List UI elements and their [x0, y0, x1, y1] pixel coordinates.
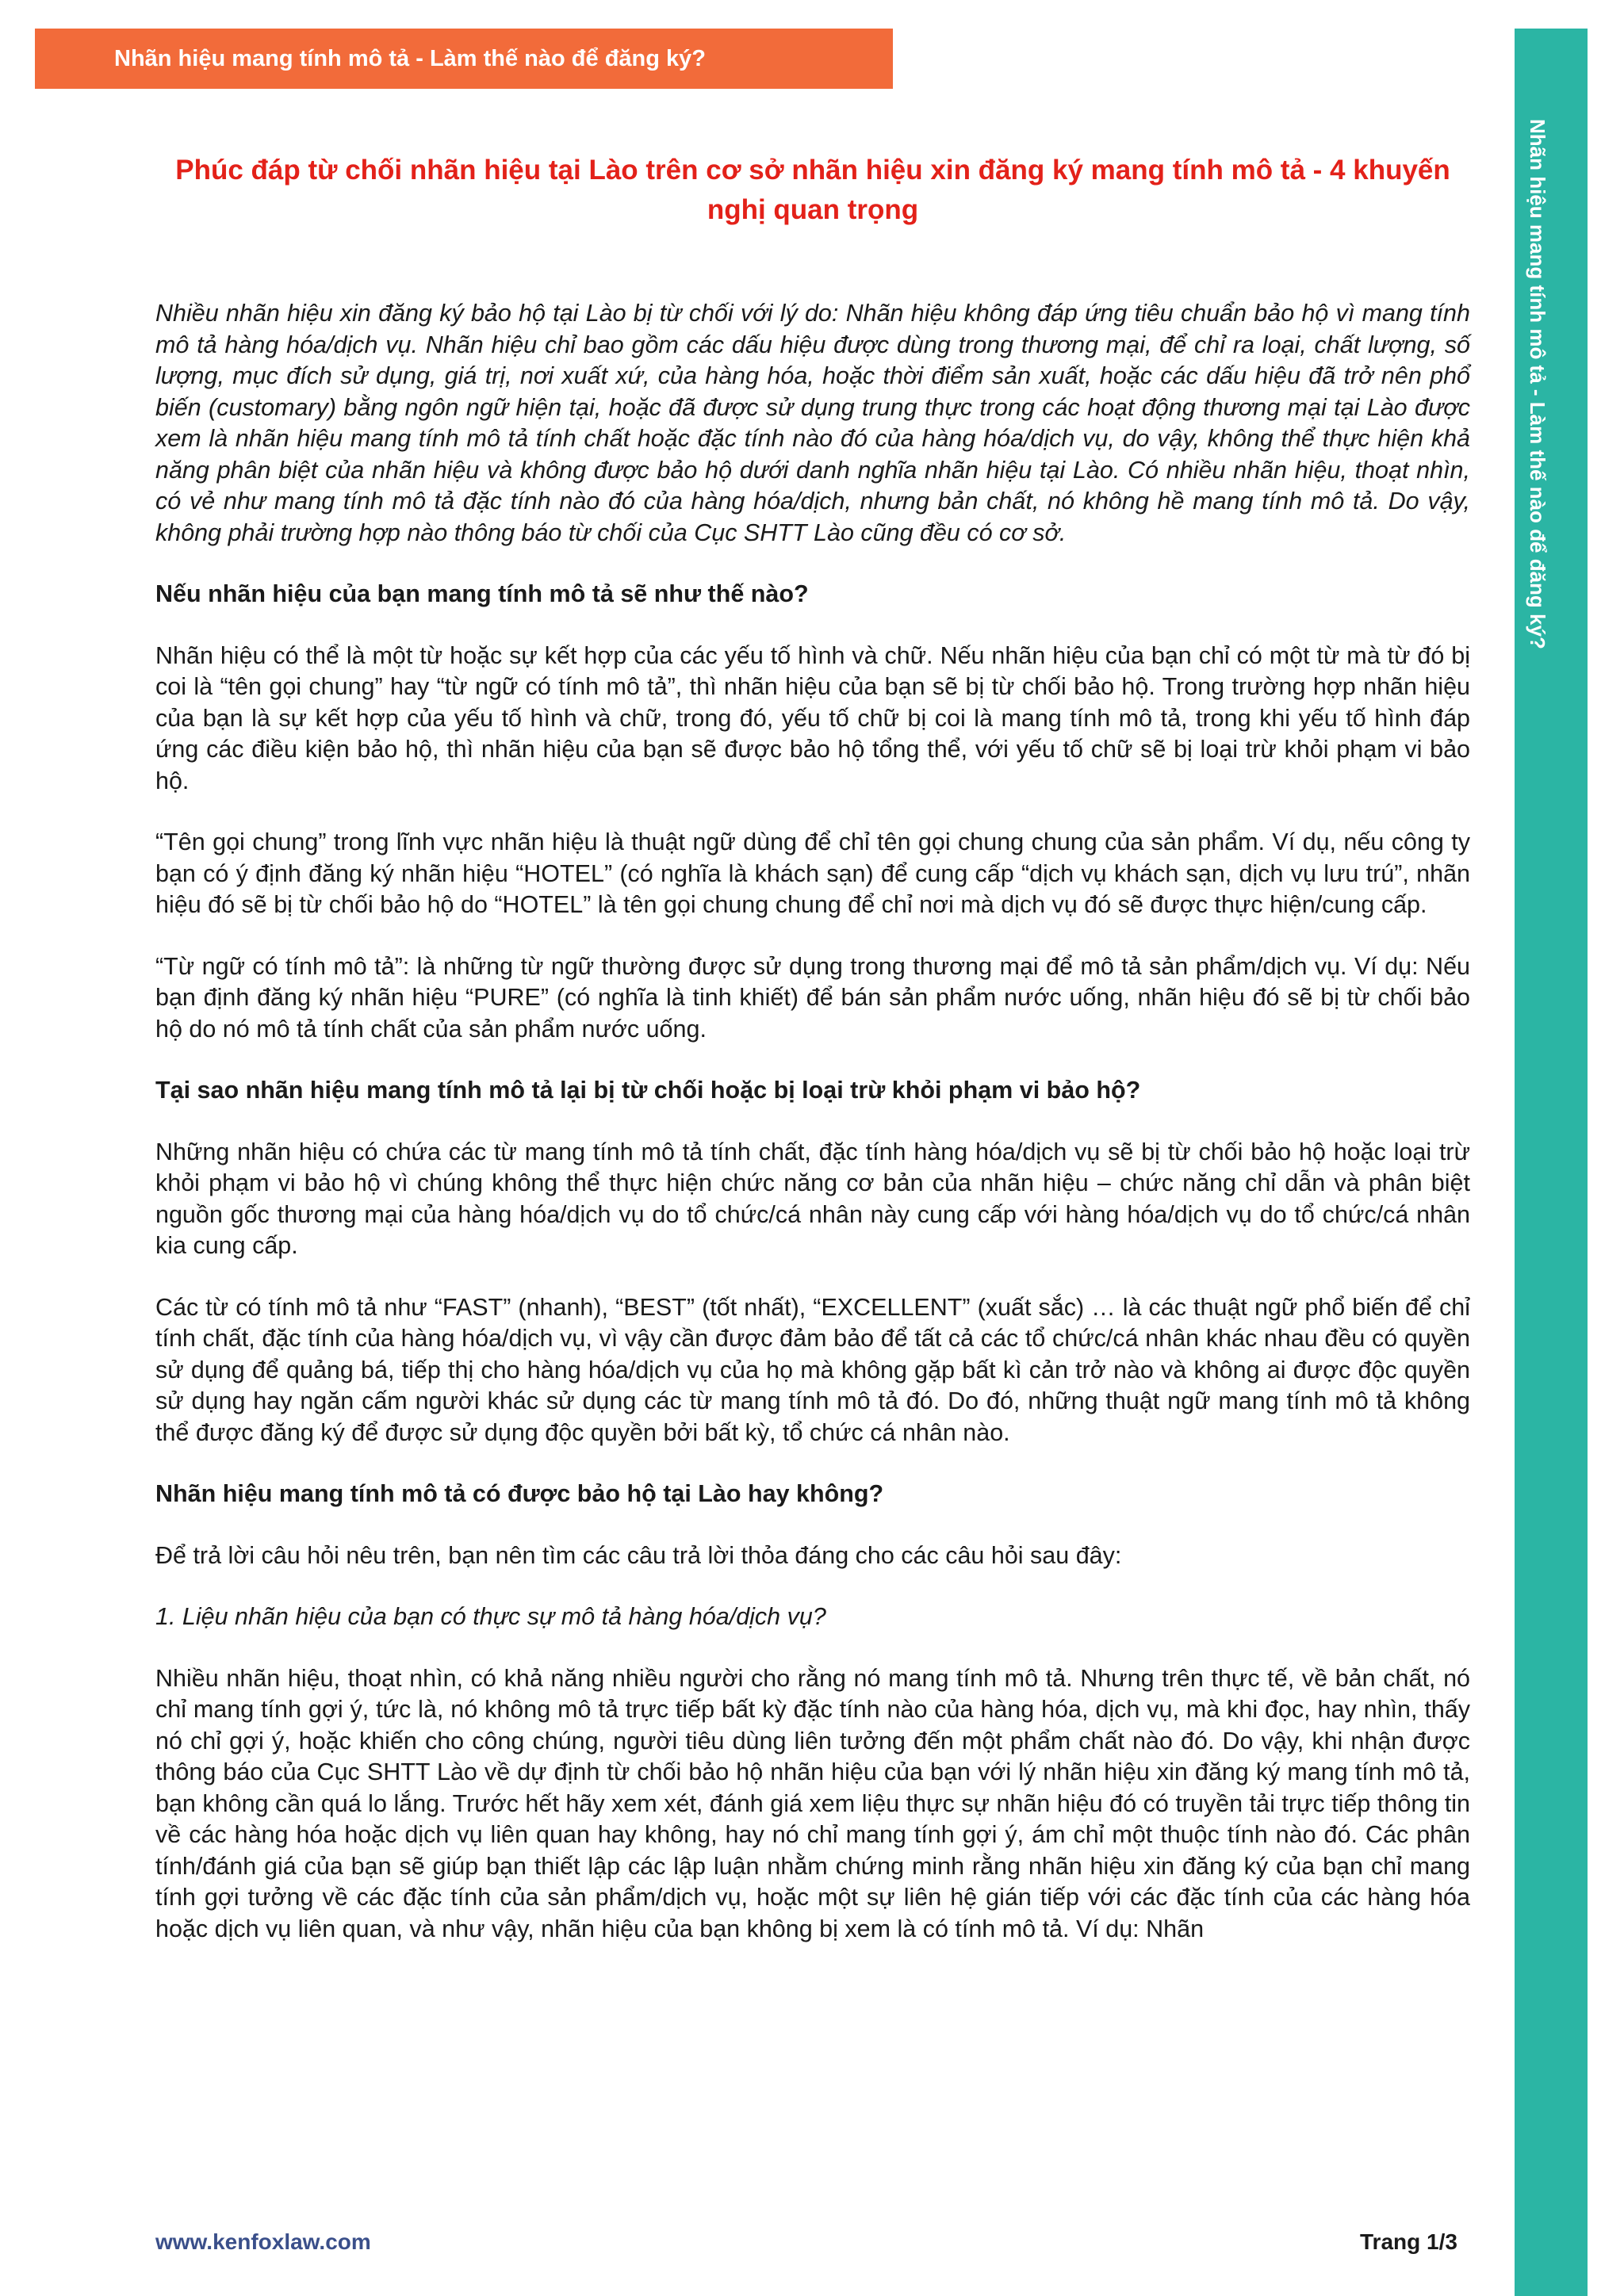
question-1: 1. Liệu nhãn hiệu của bạn có thực sự mô tả hàng hóa/dịch vụ? — [155, 1603, 826, 1630]
paragraph-3a: Để trả lời câu hỏi nêu trên, bạn nên tìm các câu trả lời thỏa đáng cho các câu hỏi sau đây: — [155, 1541, 1122, 1569]
paragraph-2a: Những nhãn hiệu có chứa các từ mang tính mô tả tính chất, đặc tính hàng hóa/dịch vụ sẽ bị từ chối bảo hộ hoặc loại trừ khỏi phạm vi bảo hộ vì chúng không thể thực hiện chức năng cơ bản của nhãn hiệu – chức năng chỉ dẫn và phân biệt nguồn gốc thương mại của hàng hóa/dịch vụ do tổ chức/cá nhân này cung cấp với hàng hóa/dịch vụ do tổ chức/cá nhân kia cung cấp. — [155, 1138, 1470, 1259]
paragraph-1a: Nhãn hiệu có thể là một từ hoặc sự kết hợp của các yếu tố hình và chữ. Nếu nhãn hiệu của bạn chỉ có một từ mà từ đó bị coi là “tên gọi chung” hay “từ ngữ có tính mô tả”, thì nhãn hiệu của bạn sẽ bị từ chối bảo hộ. Trong trường hợp nhãn hiệu của bạn là sự kết hợp của yếu tố hình và chữ, trong đó, yếu tố chữ bị coi là mang tính mô tả, trong khi yếu tố hình đáp ứng các điều kiện bảo hộ, thì nhãn hiệu của bạn sẽ được bảo hộ tổng thể, với yếu tố chữ sẽ bị loại trừ khỏi phạm vi bảo hộ. — [155, 641, 1470, 794]
paragraph-2b: Các từ có tính mô tả như “FAST” (nhanh), “BEST” (tốt nhất), “EXCELLENT” (xuất sắc) … là các thuật ngữ phổ biến để chỉ tính chất, đặc tính của hàng hóa/dịch vụ, vì vậy cần được đảm bảo để tất cả các tổ chức/cá nhân khác nhau đều có quyền sử dụng để quảng bá, tiếp thị cho hàng hóa/dịch vụ của họ mà không gặp bất kì cản trở nào và không ai được độc quyền sử dụng hay ngăn cấm người khác sử dụng các từ mang tính mô tả đó. Do đó, những thuật ngữ mang tính mô tả không thể được đăng ký để được sử dụng độc quyền bởi bất kỳ, tổ chức cá nhân nào. — [155, 1293, 1470, 1446]
section-heading-3: Nhãn hiệu mang tính mô tả có được bảo hộ tại Lào hay không? — [155, 1480, 884, 1507]
paragraph-1c: “Từ ngữ có tính mô tả”: là những từ ngữ thường được sử dụng trong thương mại để mô tả sản phẩm/dịch vụ. Ví dụ: Nếu bạn định đăng ký nhãn hiệu “PURE” (có nghĩa là tinh khiết) để bán sản phẩm nước uống, nhãn hiệu đó sẽ bị từ chối bảo hộ do nó mô tả tính chất của sản phẩm nước uống. — [155, 952, 1470, 1043]
paragraph-3b: Nhiều nhãn hiệu, thoạt nhìn, có khả năng nhiều người cho rằng nó mang tính mô tả. Nhưng trên thực tế, về bản chất, nó chỉ mang tính gợi ý, tức là, nó không mô tả trực tiếp bất kỳ đặc tính nào của hàng hóa, dịch vụ, mà khi đọc, hay nhìn, thấy nó chỉ gợi ý, hoặc khiến cho công chúng, người tiêu dùng liên tưởng đến một phẩm chất nào đó. Do vậy, khi nhận được thông báo của Cục SHTT Lào về dự định từ chối bảo hộ nhãn hiệu của bạn với lý nhãn hiệu xin đăng ký mang tính mô tả, bạn không cần quá lo lắng. Trước hết hãy xem xét, đánh giá xem liệu thực sự nhãn hiệu đó có truyền tải trực tiếp thông tin về các hàng hóa hoặc dịch vụ liên quan hay không, hay nó chỉ mang tính gợi ý, ám chỉ một thuộc tính nào đó. Các phân tính/đánh giá của bạn sẽ giúp bạn thiết lập các lập luận nhằm chứng minh rằng nhãn hiệu xin đăng ký của bạn chỉ mang tính gợi tưởng về các đặc tính của sản phẩm/dịch vụ, hoặc một sự liên hệ gián tiếp với các đặc tính của các hàng hóa hoặc dịch vụ liên quan, và như vậy, nhãn hiệu của bạn không bị xem là có tính mô tả. Ví dụ: Nhãn — [155, 1664, 1470, 1942]
paragraph-1b: “Tên gọi chung” trong lĩnh vực nhãn hiệu là thuật ngữ dùng để chỉ tên gọi chung chung của sản phẩm. Ví dụ, nếu công ty bạn có ý định đăng ký nhãn hiệu “HOTEL” (có nghĩa là khách sạn) để cung cấp “dịch vụ khách sạn, dịch vụ lưu trú”, nhãn hiệu đó sẽ bị từ chối bảo hộ do “HOTEL” là tên gọi chung chung để chỉ nơi mà dịch vụ đó sẽ được thực hiện/cung cấp. — [155, 828, 1470, 918]
header-banner-text: Nhãn hiệu mang tính mô tả - Làm thế nào để đăng ký? — [114, 46, 706, 71]
intro-paragraph: Nhiều nhãn hiệu xin đăng ký bảo hộ tại Lào bị từ chối với lý do: Nhãn hiệu không đáp ứng tiêu chuẩn bảo hộ vì mang tính mô tả hàng hóa/dịch vụ. Nhãn hiệu chỉ bao gồm các dấu hiệu được dùng trong thương mại, để chỉ ra loại, chất lượng, số lượng, mục đích sử dụng, giá trị, nơi xuất xứ, của hàng hóa, hoặc thời điểm sản xuất, hoặc các dấu hiệu đã trở nên phổ biến (customary) bằng ngôn ngữ hiện tại, hoặc đã được sử dụng trung thực trong các hoạt động thương mại tại Lào được xem là nhãn hiệu mang tính mô tả tính chất hoặc đặc tính nào đó của hàng hóa/dịch vụ, do vậy, không thể thực hiện khả năng phân biệt của nhãn hiệu và không được bảo hộ dưới danh nghĩa nhãn hiệu tại Lào. Có nhiều nhãn hiệu, thoạt nhìn, có vẻ như mang tính mô tả đặc tính nào đó của hàng hóa/dịch, nhưng bản chất, nó không hề mang tính mô tả. Do vậy, không phải trường hợp nào thông báo từ chối của Cục SHTT Lào cũng đều có cơ sở. — [155, 300, 1470, 546]
section-heading-1: Nếu nhãn hiệu của bạn mang tính mô tả sẽ như thế nào? — [155, 580, 809, 607]
document-title: Phúc đáp từ chối nhãn hiệu tại Lào trên cơ sở nhãn hiệu xin đăng ký mang tính mô tả - 4 khuyến nghị quan trọng — [175, 155, 1450, 225]
footer-website-link[interactable]: www.kenfoxlaw.com — [155, 2229, 371, 2254]
section-heading-2: Tại sao nhãn hiệu mang tính mô tả lại bị từ chối hoặc bị loại trừ khỏi phạm vi bảo hộ? — [155, 1077, 1141, 1104]
header-banner — [35, 29, 893, 89]
side-bar-text: Nhãn hiệu mang tính mô tả - Làm thế nào để đăng ký? — [1526, 119, 1549, 649]
document-body — [155, 151, 1470, 1945]
footer-page-number: Trang 1/3 — [1360, 2229, 1457, 2254]
